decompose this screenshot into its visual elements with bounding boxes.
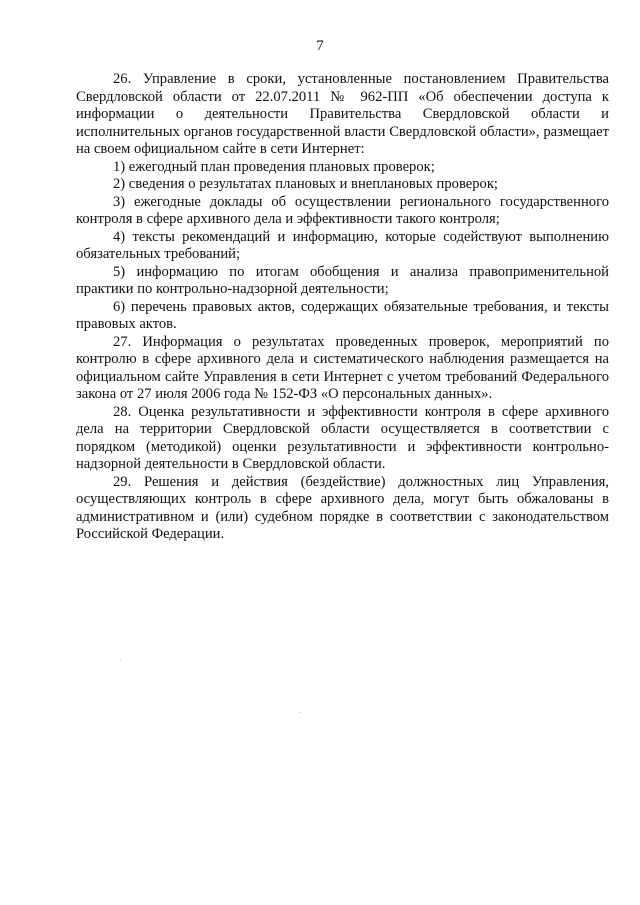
list-item-4: 4) тексты рекомендаций и информацию, которые содействуют выполнению обязательных требований; bbox=[76, 228, 609, 262]
list-item-6: 6) перечень правовых актов, содержащих обязательные требования, и тексты правовых актов. bbox=[76, 298, 609, 332]
list-item-5: 5) информацию по итогам обобщения и анализа правоприменительной практики по контрольно-надзорной деятельности; bbox=[76, 263, 609, 297]
list-item-1: 1) ежегодный план проведения плановых проверок; bbox=[113, 158, 435, 175]
page-number: 7 bbox=[316, 38, 324, 54]
list-item-2: 2) сведения о результатах плановых и внеплановых проверок; bbox=[113, 176, 498, 192]
document-body bbox=[76, 71, 609, 544]
paragraph-28: 28. Оценка результативности и эффективности контроля в сфере архивного дела на территории Свердловской области осуществляется в соответствии с порядком (методикой) оценки результативности и эффективности контрольно-надзорной деятельности в Свердловской области. bbox=[76, 403, 609, 472]
paragraph-29: 29. Решения и действия (бездействие) должностных лиц Управления, осуществляющих контроль в сфере архивного дела, могут быть обжалованы в административном и (или) судебном порядке в соответствии с законодательством Российской Федерации. bbox=[76, 473, 609, 542]
list-item-3: 3) ежегодные доклады об осуществлении регионального государственного контроля в сфере архивного дела и эффективности такого контроля; bbox=[76, 193, 609, 227]
paragraph-26: 26. Управление в сроки, установленные постановлением Правительства Свердловской области от 22.07.2011 № 962-ПП «Об обеспечении доступа к информации о деятельности Правительства Свердловской области и исполнительных органов государственной власти Свердловской области», размещает на своем официальном сайте в сети Интернет: bbox=[76, 71, 609, 157]
scan-speck bbox=[300, 712, 301, 713]
scan-speck bbox=[120, 660, 121, 661]
paragraph-27: 27. Информация о результатах проведенных проверок, мероприятий по контролю в сфере архивного дела и систематического наблюдения размещается на официальном сайте Управления в сети Интернет с учетом требований Федерального закона от 27 июля 2006 года № 152-ФЗ «О персональных данных». bbox=[76, 333, 609, 402]
